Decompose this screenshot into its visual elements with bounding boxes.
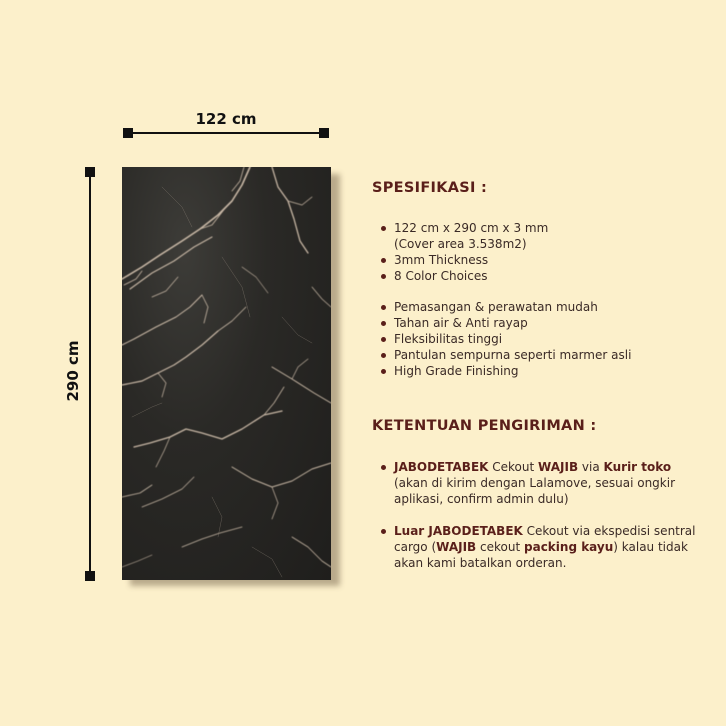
shipping-text: via [578,460,604,474]
list-item [380,315,700,331]
width-line-end-left [123,128,133,138]
shipping-bold: Luar JABODETABEK [394,524,523,538]
shipping-text: cekout [476,540,524,554]
list-item [380,220,700,252]
shipping-bold: packing kayu [524,540,614,554]
spec-list-size [380,220,700,284]
width-dimension-label: 122 cm [195,110,257,128]
height-line [89,171,91,577]
shipping-text: Cekout via ekspedisi sentral cargo ( [394,524,696,554]
spec-list-features [380,299,700,379]
shipping-text: Cekout [488,460,539,474]
list-item [380,363,700,379]
feature-text: Pantulan sempurna seperti marmer asli [394,348,632,362]
feature-text: Fleksibilitas tinggi [394,332,503,346]
list-item [380,347,700,363]
spec-size-text: 122 cm x 290 cm x 3 mm [394,221,549,235]
shipping-bold: JABODETABEK [394,460,489,474]
shipping-title: KETENTUAN PENGIRIMAN : [372,418,597,434]
marble-panel-image [122,167,331,580]
list-item [380,268,700,284]
spec-cover-area-text: (Cover area 3.538m2) [394,237,527,251]
feature-text: Pemasangan & perawatan mudah [394,300,598,314]
width-dimension-line [123,128,329,138]
width-line [127,132,325,134]
shipping-item-jabodetabek [380,459,700,507]
height-line-end-top [85,167,95,177]
shipping-bold: WAJIB [538,460,579,474]
height-dimension-label: 290 cm [64,340,82,402]
height-line-end-bottom [85,571,95,581]
marble-veins-icon [122,167,331,580]
shipping-bold: WAJIB [436,540,477,554]
shipping-list [380,459,700,587]
width-line-end-right [319,128,329,138]
list-item [380,252,700,268]
height-dimension-line [85,167,95,581]
shipping-text: ) kalau tidak akan kami batalkan orderan. [394,540,688,570]
shipping-text: (akan di kirim dengan Lalamove, sesuai ongkir aplikasi, confirm admin dulu) [394,476,676,506]
feature-text: Tahan air & Anti rayap [394,316,528,330]
list-item [380,299,700,315]
list-item [380,331,700,347]
feature-text: High Grade Finishing [394,364,519,378]
spec-colors-text: 8 Color Choices [394,269,488,283]
shipping-bold: Kurir toko [603,460,672,474]
spec-thickness-text: 3mm Thickness [394,253,489,267]
spec-title: SPESIFIKASI : [372,180,488,196]
shipping-item-luar-jabodetabek [380,523,700,571]
